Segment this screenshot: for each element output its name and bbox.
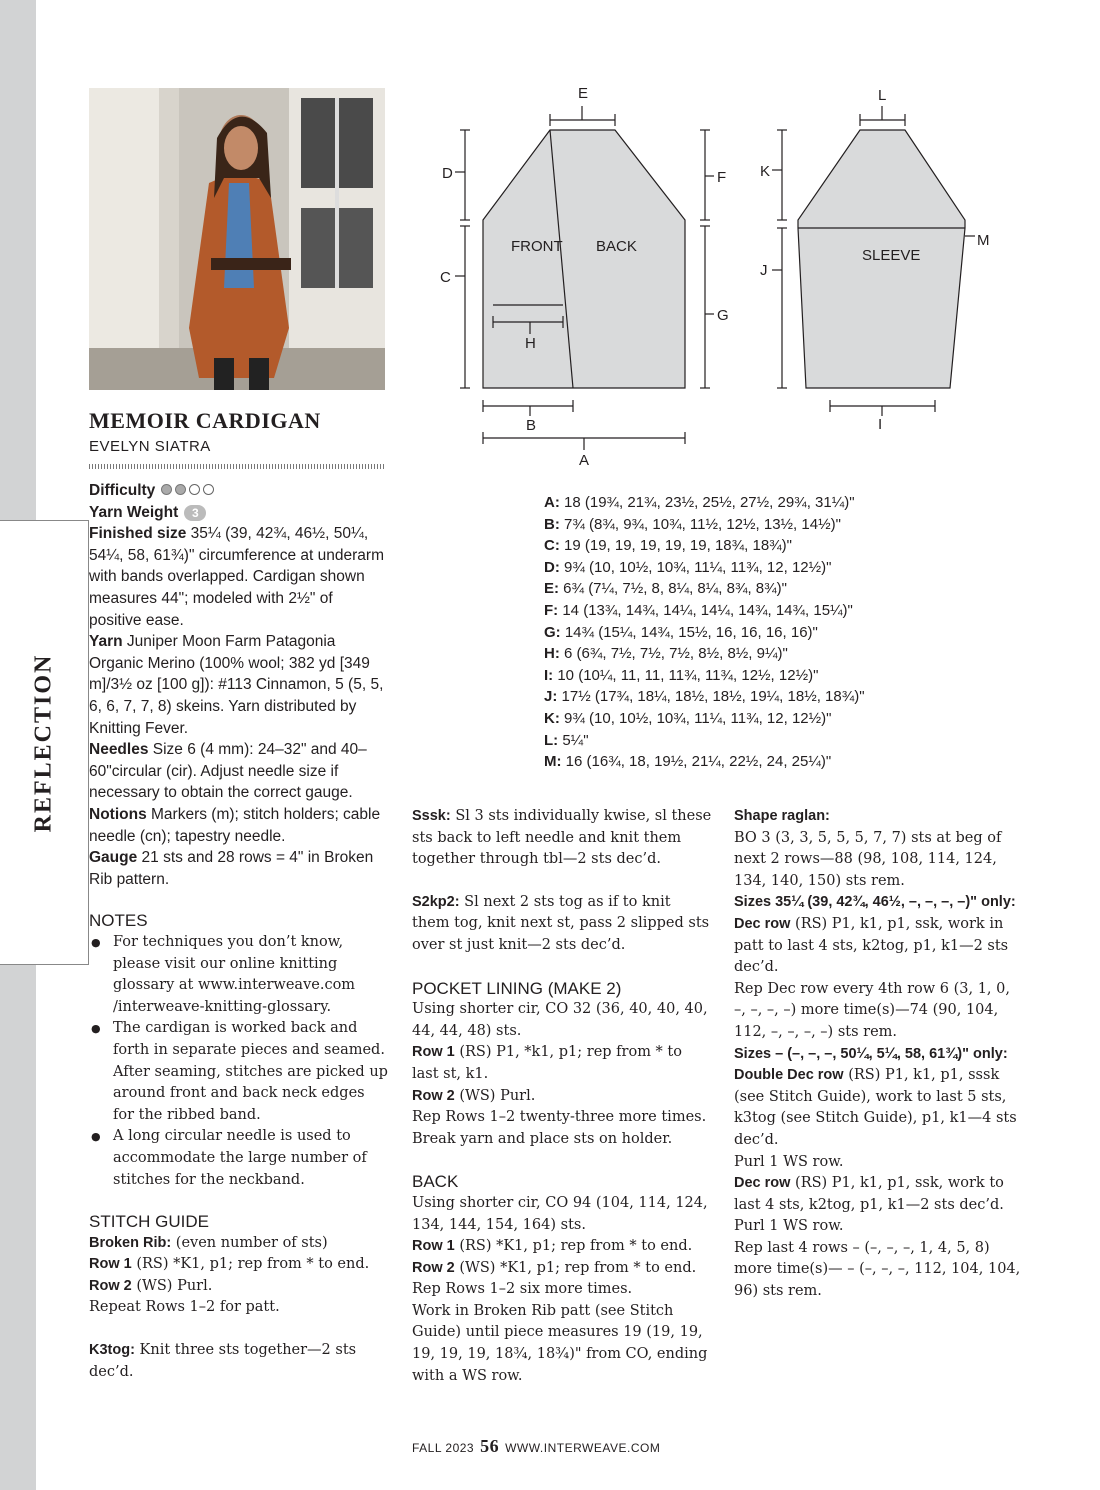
needles-info xyxy=(89,739,389,804)
designer-name: EVELYN SIATRA xyxy=(89,438,211,455)
gauge-text: 21 sts and 28 rows = 4" in Broken Rib pattern. xyxy=(89,849,374,888)
schematic-diagram xyxy=(420,80,1020,470)
pocket-lining-heading: POCKET LINING (MAKE 2) xyxy=(412,978,622,998)
notions-text: Markers (m); stitch holders; cable needle (cn); tapestry needle. xyxy=(89,806,381,845)
dec-row-label: Dec row xyxy=(734,1175,791,1192)
notes-list xyxy=(89,932,389,1191)
measurement-row: G: 14¾ (15¼, 14¾, 15½, 16, 16, 16, 16)" xyxy=(544,623,818,641)
sssk xyxy=(412,806,712,871)
broken-rib xyxy=(89,1233,389,1255)
difficulty-dot-icon xyxy=(175,484,186,495)
dec-row-label: Dec row xyxy=(734,915,791,932)
measurement-row: H: 6 (6¾, 7½, 7½, 7½, 8½, 8½, 9¼)" xyxy=(544,645,788,663)
row-label: Row 1 xyxy=(412,1238,455,1255)
letter-b: B xyxy=(526,417,537,434)
s2kp2-label: S2kp2: xyxy=(412,893,460,910)
cardigan-photo xyxy=(89,88,385,390)
raglan-heading: Shape raglan: xyxy=(734,808,830,824)
sleeve-label: SLEEVE xyxy=(862,247,921,264)
row-text: (RS) *K1, p1; rep from * to end. xyxy=(136,1256,370,1273)
instructions-column-right xyxy=(734,806,1024,1303)
pocket-row1 xyxy=(412,1042,712,1085)
note-item: ● For techniques you don’t know, please visit our online knitting glossary at www.interweave.com /interweave-knitting-glossary. xyxy=(89,932,389,1018)
letter-l: L xyxy=(878,87,887,104)
notions-label: Notions xyxy=(89,806,147,824)
measurement-row: M: 16 (16¾, 18, 19½, 21¼, 22½, 24, 25¼)" xyxy=(544,753,832,771)
purl-row: Purl 1 WS row. xyxy=(734,1153,844,1170)
letter-h: H xyxy=(525,335,536,352)
sizes-group-2: Sizes – (–, –, –, 50¼, 5¼, 58, 61¾)" only: xyxy=(734,1045,1008,1062)
section-tab-label: REFLECTION xyxy=(30,653,57,833)
sssk-label: Sssk: xyxy=(412,808,451,824)
measurements-list xyxy=(544,492,865,773)
title-rule xyxy=(89,464,385,469)
row-label: Row 1 xyxy=(89,1256,132,1273)
pocket-intro: Using shorter cir, CO 32 (36, 40, 40, 40, 44, 44, 48) sts. xyxy=(412,1001,708,1039)
rep-last-rows: Rep last 4 rows – (–, –, –, 1, 4, 5, 8) more time(s)— – (–, –, –, 112, 104, 104, 96) sts rem. xyxy=(734,1239,1021,1300)
footer-season: FALL 2023 xyxy=(412,1441,475,1455)
pocket-row2 xyxy=(412,1086,712,1108)
difficulty-dots xyxy=(161,480,217,502)
back-row2 xyxy=(412,1258,712,1280)
row-text: (WS) *K1, p1; rep from * to end. xyxy=(459,1259,697,1276)
yarn-weight-icon: 3 xyxy=(184,505,206,521)
needles-label: Needles xyxy=(89,741,149,759)
double-dec-text: (RS) P1, k1, p1, sssk (see Stitch Guide), work to last 5 sts, k3tog (see Stitch Guide), p1, k1—4 sts dec’d. xyxy=(734,1067,1017,1148)
row-label: Row 2 xyxy=(89,1277,132,1294)
row-label: Row 2 xyxy=(412,1259,455,1276)
specs-column xyxy=(89,480,389,1383)
back-row1 xyxy=(412,1236,712,1258)
yarn-text: Juniper Moon Farm Patagonia Organic Merino (100% wool; 382 yd [349 m]/3½ oz [100 g]): #113 Cinnamon, 5 (5, 5, 6, 6, 7, 7, 8) skeins. Yarn distributed by Knitting Fever. xyxy=(89,633,384,737)
letter-c: C xyxy=(440,269,451,286)
row-label: Row 2 xyxy=(412,1087,455,1104)
letter-j: J xyxy=(760,262,768,279)
row-label: Row 1 xyxy=(412,1044,455,1061)
broken-rib-repeat: Repeat Rows 1–2 for patt. xyxy=(89,1299,280,1316)
yarn-weight-label: Yarn Weight xyxy=(89,503,179,521)
yarn-label: Yarn xyxy=(89,633,123,651)
broken-rib-text: (even number of sts) xyxy=(175,1234,328,1251)
finished-size-text: 35¼ (39, 42¾, 46½, 50¼, 54¼, 58, 61¾)" circumference at underarm with bands overlapped. Cardigan shown measures 44"; modeled with 2½" of positive ease. xyxy=(89,525,384,629)
measurement-row: B: 7¾ (8¾, 9¾, 10¾, 11½, 12½, 13½, 14½)" xyxy=(544,515,841,533)
sssk-text: Sl 3 sts individually kwise, sl these sts back to left needle and knit them together through tbl—2 sts dec’d. xyxy=(412,808,712,868)
measurement-row: L: 5¼" xyxy=(544,731,589,749)
note-item: ● The cardigan is worked back and forth in separate pieces and seamed. After seaming, stitches are picked up around front and back neck edges for the ribbed band. xyxy=(89,1018,389,1126)
difficulty-label: Difficulty xyxy=(89,482,156,499)
gauge-label: Gauge xyxy=(89,849,138,867)
measurement-row: E: 6¾ (7¼, 7½, 8, 8¼, 8¼, 8¾, 8¾)" xyxy=(544,580,787,598)
dec-row xyxy=(734,914,1024,979)
double-dec-label: Double Dec row xyxy=(734,1067,844,1084)
pattern-title: MEMOIR CARDIGAN xyxy=(89,408,321,433)
gauge-info xyxy=(89,847,389,890)
back-heading: BACK xyxy=(412,1172,459,1192)
difficulty-dot-icon xyxy=(189,484,200,495)
sizes-group-1: Sizes 35¼ (39, 42¾, 46½, –, –, –, –)" only: xyxy=(734,894,1016,911)
finished-size xyxy=(89,523,389,631)
letter-f: F xyxy=(717,169,727,186)
k3tog-label: K3tog: xyxy=(89,1342,135,1359)
dec-row-text: (RS) P1, k1, p1, ssk, work to last 4 sts, k2tog, p1, k1—2 sts dec’d. xyxy=(734,1175,1004,1213)
difficulty-row xyxy=(89,480,389,502)
s2kp2-text: Sl next 2 sts tog as if to knit them tog, knit next st, pass 2 slipped sts over st just knit—2 sts dec’d. xyxy=(412,893,710,953)
letter-m: M xyxy=(977,232,990,249)
pocket-rep: Rep Rows 1–2 twenty-three more times. Break yarn and place sts on holder. xyxy=(412,1109,707,1147)
back-rep: Rep Rows 1–2 six more times. xyxy=(412,1281,633,1298)
measurement-row: J: 17½ (17¾, 18¼, 18½, 18½, 19¼, 18½, 18¾)" xyxy=(544,688,865,706)
broken-rib-row1 xyxy=(89,1254,389,1276)
measurement-row: I: 10 (10¼, 11, 11, 11¾, 11¾, 12½, 12½)" xyxy=(544,666,819,684)
letter-i: I xyxy=(878,416,883,433)
page-footer xyxy=(412,1436,660,1457)
body-shape xyxy=(483,130,685,388)
letter-g: G xyxy=(717,307,729,324)
front-label: FRONT xyxy=(511,238,563,255)
letter-a: A xyxy=(579,452,590,469)
notes-heading: NOTES xyxy=(89,911,148,931)
finished-size-label: Finished size xyxy=(89,525,187,543)
difficulty-dot-icon xyxy=(203,484,214,495)
needles-text: Size 6 (4 mm): 24–32" and 40–60"circular (cir). Adjust needle size if necessary to obtain the correct gauge. xyxy=(89,741,367,802)
raglan-bo: BO 3 (3, 3, 5, 5, 5, 7, 7) sts at beg of next 2 rows—88 (98, 108, 114, 124, 134, 140, 150) sts rem. xyxy=(734,829,1002,889)
k3tog xyxy=(89,1340,389,1383)
back-label: BACK xyxy=(596,238,637,255)
back-intro: Using shorter cir, CO 94 (104, 114, 124, 134, 144, 154, 164) sts. xyxy=(412,1194,708,1233)
row-text: (WS) Purl. xyxy=(459,1087,536,1104)
letter-e: E xyxy=(578,85,589,102)
dec-row-2 xyxy=(734,1173,1024,1216)
stitch-guide-heading: STITCH GUIDE xyxy=(89,1212,209,1232)
k3tog-text: Knit three sts together—2 sts dec’d. xyxy=(89,1342,357,1380)
row-text: (RS) *K1, p1; rep from * to end. xyxy=(459,1238,693,1255)
dec-row-text: (RS) P1, k1, p1, ssk, work in patt to last 4 sts, k2tog, p1, k1—2 sts dec’d. xyxy=(734,915,1009,976)
instructions-column-middle xyxy=(412,806,712,1387)
double-dec-row xyxy=(734,1065,1024,1151)
broken-rib-label: Broken Rib: xyxy=(89,1234,172,1251)
yarn-weight-row xyxy=(89,502,389,524)
broken-rib-row2 xyxy=(89,1276,389,1298)
footer-url: WWW.INTERWEAVE.COM xyxy=(505,1441,661,1455)
purl-row: Purl 1 WS row. xyxy=(734,1218,844,1235)
page-number: 56 xyxy=(480,1436,500,1456)
yarn-info xyxy=(89,631,389,739)
letter-k: K xyxy=(760,163,771,180)
notions-info xyxy=(89,804,389,847)
row-text: (WS) Purl. xyxy=(136,1277,213,1294)
measurement-row: K: 9¾ (10, 10½, 10¾, 11¼, 11¾, 12, 12½)" xyxy=(544,709,832,727)
section-tab xyxy=(0,520,89,965)
difficulty-dot-icon xyxy=(161,484,172,495)
letter-d: D xyxy=(442,165,453,182)
s2kp2 xyxy=(412,892,712,957)
row-text: (RS) P1, *k1, p1; rep from * to last st, k1. xyxy=(412,1044,682,1082)
measurement-row: F: 14 (13¾, 14¾, 14¼, 14¼, 14¾, 14¾, 15¼)" xyxy=(544,601,853,619)
measurement-row: C: 19 (19, 19, 19, 19, 19, 18¾, 18¾)" xyxy=(544,537,792,555)
measurement-row: A: 18 (19¾, 21¾, 23½, 25½, 27½, 29¾, 31¼)" xyxy=(544,494,855,511)
back-work: Work in Broken Rib patt (see Stitch Guide) until piece measures 19 (19, 19, 19, 19, 19, 18¾, 18¾)" from CO, ending with a WS row. xyxy=(412,1302,708,1384)
measurement-row: D: 9¾ (10, 10½, 10¾, 11¼, 11¾, 12, 12½)" xyxy=(544,558,832,576)
rep-dec: Rep Dec row every 4th row 6 (3, 1, 0, –, –, –, –) more time(s)—74 (90, 104, 112, –, –, –, –) sts rem. xyxy=(734,980,1010,1040)
note-item: ● A long circular needle is used to accommodate the large number of stitches for the neckband. xyxy=(89,1126,389,1191)
